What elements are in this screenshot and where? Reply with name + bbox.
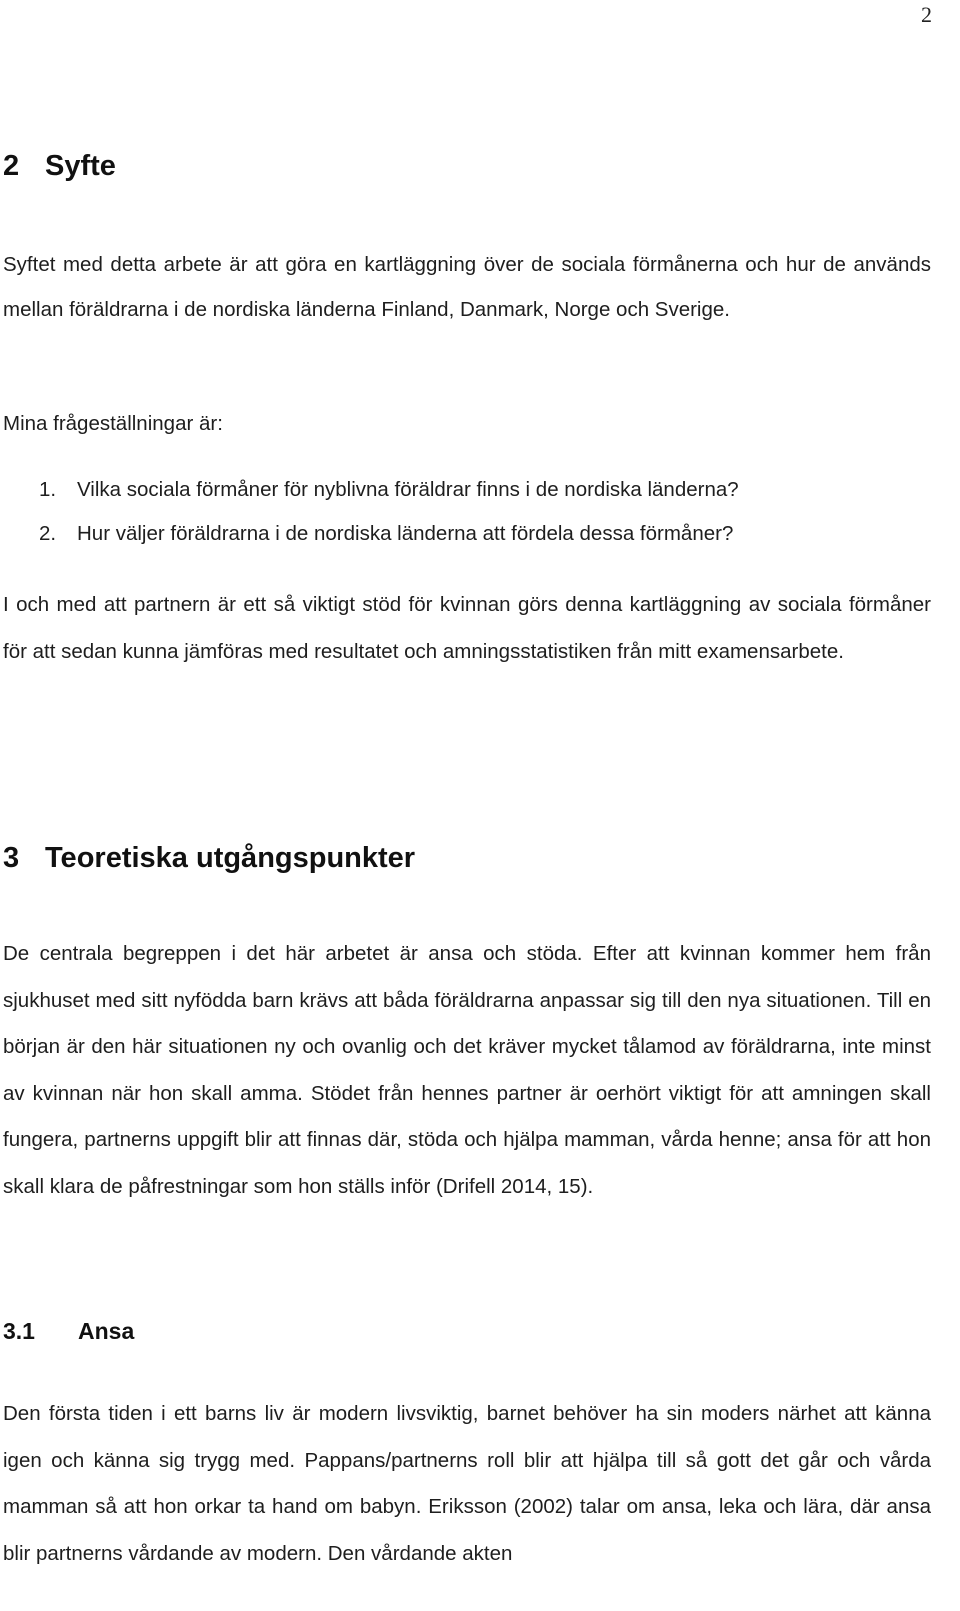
list-item-number: 2. bbox=[39, 522, 57, 545]
list-item bbox=[39, 512, 739, 556]
list-item-text: Vilka sociala förmåner för nyblivna föräldrar finns i de nordiska länderna? bbox=[77, 478, 739, 501]
questions-lead: Mina frågeställningar är: bbox=[3, 412, 223, 435]
list-item-number: 1. bbox=[39, 478, 57, 501]
section-title: Syfte bbox=[45, 150, 116, 182]
list-item bbox=[39, 468, 739, 512]
section-title: Teoretiska utgångspunkter bbox=[45, 842, 416, 874]
questions-list bbox=[39, 468, 739, 556]
subsection-heading-ansa bbox=[3, 1318, 134, 1345]
ansa-paragraph: Den första tiden i ett barns liv är modern livsviktig, barnet behöver ha sin moders närhet att känna igen och känna sig trygg med. Pappans/partnerns roll blir att hjälpa till så gott det går och vårda mamman så att hon orkar ta hand om babyn. Eriksson (2002) talar om ansa, leka och lära, där ansa blir partnerns vårdande av modern. Den vårdande akten bbox=[3, 1402, 931, 1565]
subsection-number: 3.1 bbox=[3, 1318, 35, 1344]
section-heading-teoretiska bbox=[3, 842, 415, 875]
subsection-title: Ansa bbox=[78, 1318, 135, 1344]
section-number: 2 bbox=[3, 150, 20, 182]
section-heading-syfte bbox=[3, 150, 116, 183]
syfte-intro-paragraph: Syftet med detta arbete är att göra en kartläggning över de sociala förmånerna och hur de används mellan föräldrarna i de nordiska länderna Finland, Danmark, Norge och Sverige. bbox=[3, 253, 931, 321]
list-item-text: Hur väljer föräldrarna i de nordiska länderna att fördela dessa förmåner? bbox=[77, 522, 734, 545]
teoretiska-paragraph: De centrala begreppen i det här arbetet är ansa och stöda. Efter att kvinnan kommer hem från sjukhuset med sitt nyfödda barn krävs att båda föräldrarna anpassar sig till den nya situationen. Till en början är den här situationen ny och ovanlig och det kräver mycket tålamod av föräldrarna, inte minst av kvinnan när hon skall amma. Stödet från hennes partner är oerhört viktigt för att amningen skall fungera, partnerns uppgift blir att finnas där, stöda och hjälpa mamman, vårda henne; ansa för att hon skall klara de påfrestningar som hon ställs inför (Drifell 2014, 15). bbox=[3, 942, 931, 1198]
section-number: 3 bbox=[3, 842, 20, 874]
page-number: 2 bbox=[921, 2, 932, 27]
syfte-closing-paragraph: I och med att partnern är ett så viktigt stöd för kvinnan görs denna kartläggning av sociala förmåner för att sedan kunna jämföras med resultatet och amningsstatistiken från mitt examensarbete. bbox=[3, 593, 931, 663]
